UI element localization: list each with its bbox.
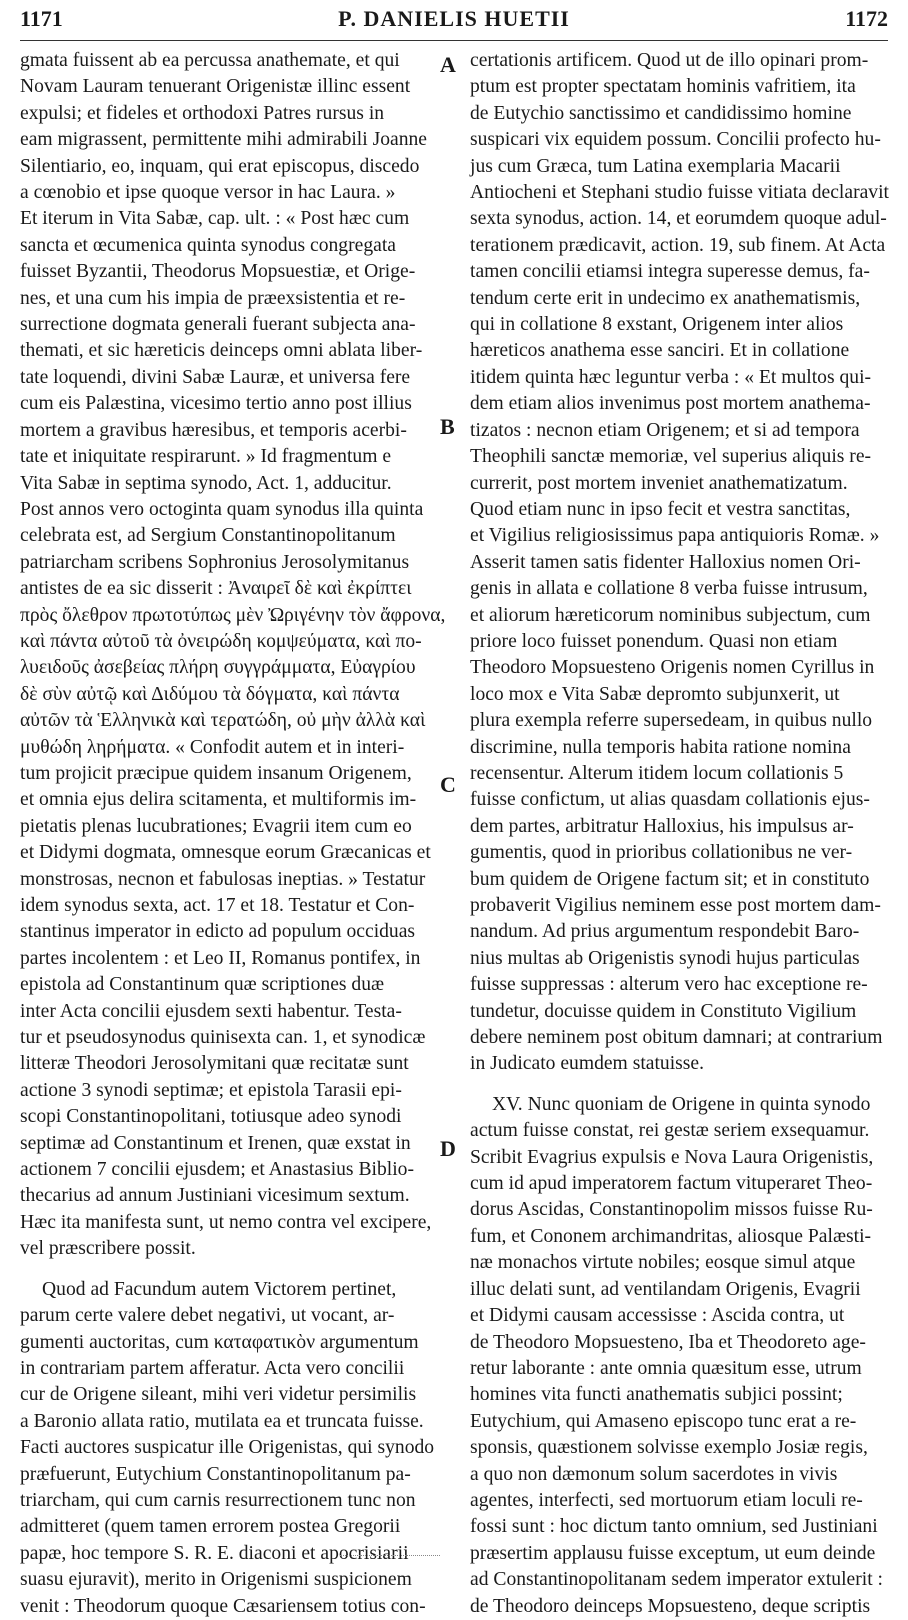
text-line: πρὸς ὄλεθρον πρωτοτύπως μὲν Ὠριγένην τὸν ἄφρονα, (20, 604, 446, 626)
text-line: næ monachos virtute nobiles; eosque simul atque (470, 1252, 856, 1274)
text-line: probaverit Vigilius neminem esse post mortem dam- (470, 895, 881, 916)
text-line: recensentur. Alterum itidem locum collationis 5 (470, 762, 844, 784)
text-line: suasu ejuravit), merito in Origenismi suspicionem (20, 1569, 412, 1591)
text-line: qui in collatione 8 exstant, Origenem inter alios (470, 314, 844, 336)
text-line: plura exempla referre supersedeam, in quibus nullo (470, 710, 873, 732)
text-line: inter Acta concilii ejusdem sexti habentur. Testa- (20, 1000, 402, 1022)
text-line: gumentis, quod in prioribus collationibus ne ver- (470, 842, 853, 864)
text-line: parum certe valere debet negativi, ut vocant, ar- (20, 1305, 395, 1327)
text-line: ad Constantinopolitanam sedem imperator extulerit : (470, 1569, 883, 1591)
running-title: P. DANIELIS HUETII (338, 6, 570, 31)
text-line: stantinus imperator in edicto ad populum occiduas (20, 921, 416, 943)
text-line: suspicari vix equidem possum. Concilii profecto hu- (470, 129, 881, 151)
margin-letter-d: D (440, 1136, 456, 1161)
text-line: illuc delati sunt, ad ventilandam Origenis, Evagrii (470, 1278, 861, 1300)
text-line: venit : Theodorum quoque Cæsariensem totius con- (20, 1595, 426, 1617)
text-line: in contrariam partem afferatur. Acta vero concilii (20, 1357, 405, 1379)
text-line: priore loco fuisset ponendum. Quasi non etiam (470, 630, 838, 652)
text-line: discrimine, nulla temporis habita ratione nomina (470, 736, 851, 758)
header-rule (20, 40, 888, 41)
text-line: δὲ σὺν αὐτῷ καὶ Διδύμου τὰ δόγματα, καὶ πάντα (20, 683, 400, 705)
text-line: Et iterum in Vita Sabæ, cap. ult. : « Post hæc cum (20, 208, 410, 230)
left-column (20, 48, 446, 1620)
text-line: sancta et œcumenica quinta synodus congregata (20, 234, 396, 256)
text-line: admitteret (quem tamen errorem postea Gregorii (20, 1516, 401, 1538)
paragraph-gap (470, 1078, 890, 1092)
page-header (20, 6, 888, 36)
text-line: surrectione dogmata generali fuerant subjecta ana- (20, 314, 416, 336)
text-line: tum projicit præcipue quidem insanum Origenem, (20, 762, 412, 784)
text-line: scopi Constantinopolitani, totiusque adeo synodi (20, 1106, 402, 1128)
text-line: gmata fuissent ab ea percussa anathemate, et qui (20, 50, 400, 71)
text-line: loco mox e Vita Sabæ depromto subjunxerit, ut (470, 683, 840, 705)
text-line: cum eis Palæstina, vicesimo tertio anno post illius (20, 393, 412, 415)
text-line: Novam Lauram tenuerant Origenistæ illinc essent (20, 76, 411, 98)
text-line: mortem a gravibus hæresibus, et temporis acerbi- (20, 419, 407, 441)
text-line: idem synodus sexta, act. 17 et 18. Testatur et Con- (20, 895, 415, 916)
text-line: agentes, interfecti, sed mortuorum etiam loculi re- (470, 1489, 863, 1511)
text-line: terationem prædicavit, action. 19, sub finem. At Acta (470, 234, 886, 256)
text-line: et Didymi causam accessisse : Ascida contra, ut (470, 1305, 845, 1327)
text-line: papæ, hoc tempore S. R. E. diaconi et apocrisiarii (20, 1542, 409, 1564)
text-line: Facti auctores suspicatur ille Origenistas, qui synodo (20, 1437, 435, 1459)
text-line: de Eutychio sanctissimo et candidissimo homine (470, 102, 852, 124)
text-line: sponsis, quæstionem solvisse exemplo Josiæ regis, (470, 1437, 868, 1459)
text-line: in Judicato eumdem statuisse. (470, 1053, 704, 1075)
text-line: Post annos vero octoginta quam synodus illa quinta (20, 498, 424, 520)
margin-letter-c: C (440, 772, 456, 797)
text-line: dem etiam alios invenimus post mortem anathema- (470, 393, 871, 415)
text-line: hæreticos anathema esse sanciri. Et in collatione (470, 340, 850, 362)
text-line: currerit, post mortem inveniet anathematizatum. (470, 472, 848, 494)
text-line: actionem 7 concilii ejusdem; et Anastasius Biblio- (20, 1159, 414, 1181)
text-line: μυθώδη ληρήματα. « Confodit autem et in interi- (20, 736, 405, 758)
text-line: fuisse confictum, ut alias quasdam collationis ejus- (470, 789, 870, 811)
text-line: partes incolentem : et Leo II, Romanus pontifex, in (20, 947, 421, 969)
text-line: tur et pseudosynodus quinisexta can. 1, et synodicæ (20, 1027, 426, 1049)
text-line: dorus Ascidas, Constantinopolim missos fuisse Ru- (470, 1199, 873, 1221)
text-line: Silentiario, eo, inquam, qui erat episcopus, discedo (20, 155, 420, 177)
text-line: tundetur, docuisse quidem in Constituto Vigilium (470, 1000, 857, 1022)
paragraph-gap (20, 1263, 440, 1277)
text-line: de Theodoro Mopsuesteno, Iba et Theodoreto age- (470, 1331, 866, 1353)
text-line: epistola ad Constantinum quæ scriptiones duæ (20, 974, 385, 996)
text-line: dem partes, arbitratur Halloxius, his impulsus ar- (470, 815, 854, 837)
right-column (470, 48, 890, 1620)
text-line: tendum certe erit in undecimo ex anathematismis, (470, 287, 861, 309)
text-line: antistes de ea sic disserit : Ἀναιρεῖ δὲ καὶ ἐκρίπτει (20, 578, 412, 600)
text-line: actum fuisse constat, rei gestæ seriem exsequamur. (470, 1120, 870, 1142)
text-line: genis in allata e collatione 8 verba fuisse intrusum, (470, 578, 868, 600)
text-line: eam migrassent, permittente mihi admirabili Joanne (20, 129, 428, 151)
text-line: Scribit Evagrius expulsis e Nova Laura Origenistis, (470, 1146, 874, 1168)
text-line: debere neminem post obitum damnari; at contrarium (470, 1027, 883, 1049)
text-line: et aliorum hæreticorum nominibus subjectum, cum (470, 604, 871, 626)
text-line: itidem quinta hæc leguntur verba : « Et multos qui- (470, 366, 872, 388)
text-line: XV. Nunc quoniam de Origene in quinta synodo (492, 1093, 871, 1115)
text-line: Quod etiam nunc in ipso fecit et vestra sanctitas, (470, 498, 851, 520)
text-line: fuisset Byzantii, Theodorus Mopsuestiæ, et Orige- (20, 261, 416, 283)
footer-mark (340, 1555, 440, 1556)
text-line: fum, et Cononem archimandritas, aliosque Palæsti- (470, 1225, 872, 1247)
text-line: et Didymi dogmata, omnesque eorum Græcanicas et (20, 842, 431, 864)
text-line: Theophili sanctæ memoriæ, vel superius aliquis re- (470, 446, 872, 468)
left-page-number: 1171 (20, 6, 63, 31)
text-line: pietatis plenas lucubrationes; Evagrii item cum eo (20, 815, 412, 837)
text-line: vel præscribere possit. (20, 1238, 196, 1260)
text-line: fuisse suppressas : alterum vero hac exceptione re- (470, 974, 868, 996)
margin-letter-a: A (440, 52, 456, 77)
text-line: λυειδοῦς ἀσεβείας πλήρη συγγράμματα, Εὐαγρίου (20, 657, 416, 679)
text-line: Eutychium, qui Amaseno episcopo tunc erat a re- (470, 1410, 857, 1432)
text-line: retur laborante : ante omnia quæsitum esse, utrum (470, 1357, 862, 1379)
text-line: et Vigilius religiosissimus papa antiquioris Romæ. » (470, 525, 880, 547)
text-line: homines vita functi anathematis subjici possint; (470, 1384, 843, 1406)
text-line: nes, et una cum his impia de præexsistentia et re- (20, 287, 406, 309)
text-line: gumenti auctoritas, cum καταφατικὸν argumentum (20, 1331, 419, 1353)
text-line: thecarius ad annum Justiniani vicesimum sextum. (20, 1185, 410, 1207)
text-line: septimæ ad Constantinum et Irenen, quæ exstat in (20, 1132, 411, 1154)
text-line: sexta synodus, action. 14, et eorumdem quoque adul- (470, 208, 887, 230)
text-line: tate et iniquitate respirarunt. » Id fragmentum e (20, 446, 392, 468)
text-line: Antiocheni et Stephani studio fuisse vitiata declaravit (470, 182, 889, 204)
text-line: Hæc ita manifesta sunt, ut nemo contra vel excipere, (20, 1211, 432, 1233)
text-line: patriarcham scribens Sophronius Jerosolymitanus (20, 551, 410, 573)
text-line: actione 3 synodi septimæ; et epistola Tarasii epi- (20, 1079, 402, 1101)
text-line: tate loquendi, divini Sabæ Lauræ, et universa fere (20, 366, 411, 388)
text-line: cur de Origene sileant, mihi veri videtur persimilis (20, 1384, 417, 1406)
text-line: nius multas ab Origenistis synodi hujus particulas (470, 947, 860, 969)
text-line: triarcham, qui cum carnis resurrectionem tunc non (20, 1489, 416, 1511)
text-line: tizatos : necnon etiam Origenem; et si ad tempora (470, 419, 860, 441)
text-line: Asserit tamen satis fidenter Halloxius nomen Ori- (470, 551, 861, 573)
text-line: a quo non dæmonum solum sacerdotes in vivis (470, 1463, 838, 1485)
text-line: jus cum Græca, tum Latina exemplaria Macarii (470, 155, 841, 177)
text-line: Quod ad Facundum autem Victorem pertinet, (42, 1278, 397, 1300)
text-line: expulsi; et fideles et orthodoxi Patres rursus in (20, 102, 385, 124)
text-line: Theodoro Mopsuesteno Origenis nomen Cyrillus in (470, 657, 875, 679)
text-line: tamen concilii etiamsi integra superesse demus, fa- (470, 261, 870, 283)
text-line: αὐτῶν τὰ Ἑλληνικὰ καὶ τερατώδη, οὐ μὴν ἀλλὰ καὶ (20, 710, 426, 732)
text-line: præsertim applausu fuisse exceptum, ut eum deinde (470, 1542, 876, 1564)
margin-letter-b: B (440, 414, 455, 439)
text-line: fossi sunt : hoc dictum tanto omnium, sed Justiniani (470, 1516, 878, 1538)
text-line: ptum est propter spectatam hominis vafritiem, ita (470, 76, 856, 98)
text-line: monstrosas, necnon et fabulosas ineptias. » Testatur (20, 868, 426, 890)
text-line: celebrata est, ad Sergium Constantinopolitanum (20, 525, 396, 547)
text-line: Vita Sabæ in septima synodo, Act. 1, adducitur. (20, 472, 392, 494)
text-line: certationis artificem. Quod ut de illo opinari prom- (470, 50, 869, 71)
text-line: de Theodoro deinceps Mopsuesteno, deque scriptis (470, 1595, 871, 1617)
text-line: καὶ πάντα αὐτοῦ τὰ ὀνειρώδη κομψεύματα, καὶ πο- (20, 630, 422, 652)
text-line: a Baronio allata ratio, mutilata ea et truncata fuisse. (20, 1410, 424, 1432)
text-line: litteræ Theodori Jerosolymitani quæ recitatæ sunt (20, 1053, 409, 1075)
text-line: et omnia ejus delira scitamenta, et multiformis im- (20, 789, 417, 811)
text-line: themati, et sic hæreticis deinceps omni ablata liber- (20, 340, 423, 362)
text-line: præfuerunt, Eutychium Constantinopolitanum pa- (20, 1463, 411, 1485)
text-line: bum quidem de Origene factum sit; et in constituto (470, 868, 870, 890)
text-line: cum id apud imperatorem factum vituperaret Theo- (470, 1173, 873, 1195)
right-page-number: 1172 (845, 6, 888, 31)
text-line: a cœnobio et ipse quoque versor in hac Laura. » (20, 182, 396, 204)
text-line: nandum. Ad prius argumentum respondebit Baro- (470, 921, 860, 943)
